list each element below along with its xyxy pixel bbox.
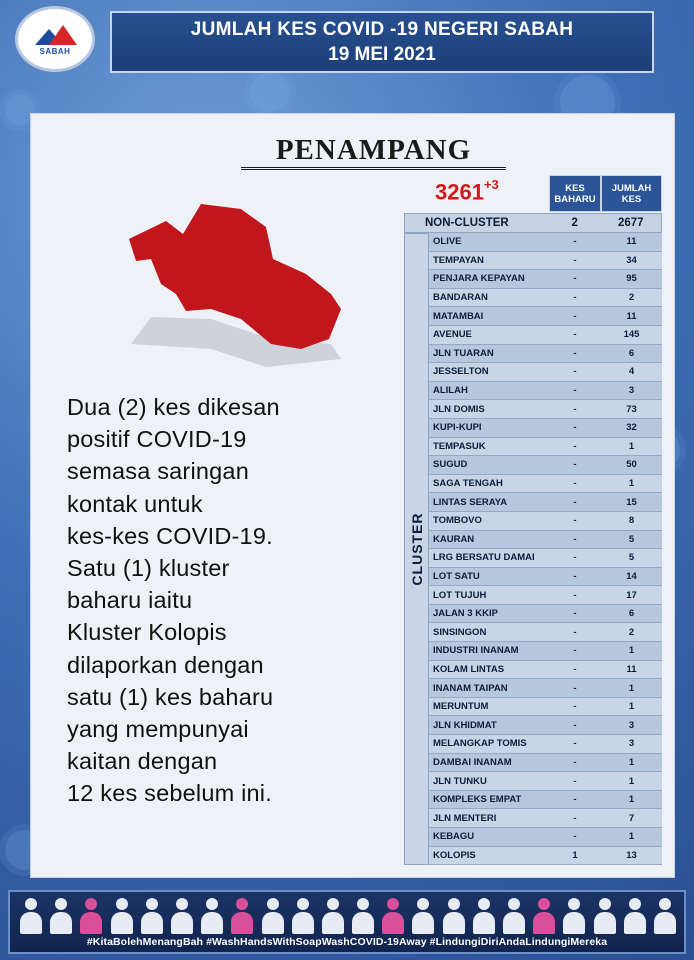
row-name: LOT TUJUH <box>433 589 487 601</box>
row-kes-baharu: - <box>573 385 577 397</box>
row-jumlah-kes: 73 <box>626 403 637 415</box>
row-jumlah-kes: 3 <box>628 738 635 750</box>
row-name: JALAN 3 KKIP <box>433 608 498 620</box>
row-name: MERUNTUM <box>433 701 489 713</box>
row-jumlah-kes: 1 <box>628 645 635 657</box>
row-jumlah-kes: 2 <box>628 292 635 304</box>
row-jumlah-kes: 34 <box>626 254 637 266</box>
non-cluster-row <box>404 213 662 233</box>
total-increase: +3 <box>483 177 499 192</box>
cluster-rows <box>429 233 662 865</box>
person-icon <box>471 896 497 936</box>
row-name: KUPI-KUPI <box>433 422 482 434</box>
cluster-row <box>429 475 662 494</box>
person-icon <box>561 896 587 936</box>
row-name: INDUSTRI INANAM <box>433 645 519 657</box>
row-kes-baharu: - <box>573 719 577 731</box>
description-line: positif COVID-19 <box>67 426 247 453</box>
row-kes-baharu: - <box>573 645 577 657</box>
page-title: JUMLAH KES COVID -19 NEGERI SABAH <box>190 19 574 40</box>
person-icon <box>48 896 74 936</box>
person-icon <box>441 896 467 936</box>
cluster-row <box>429 549 662 568</box>
person-icon <box>531 896 557 936</box>
row-kes-baharu: - <box>573 701 577 713</box>
description-line: kontak untuk <box>67 490 203 517</box>
row-jumlah-kes: 95 <box>626 273 637 285</box>
cluster-row <box>429 679 662 698</box>
row-kes-baharu: - <box>573 478 577 490</box>
row-name: OLIVE <box>433 236 462 248</box>
row-name: LINTAS SERAYA <box>433 496 508 508</box>
row-kes-baharu: - <box>573 682 577 694</box>
cluster-row <box>429 735 662 754</box>
person-icon <box>622 896 648 936</box>
row-name: TOMBOVO <box>433 515 482 527</box>
row-jumlah-kes: 11 <box>626 236 637 248</box>
virus-decoration <box>250 72 290 112</box>
person-icon <box>18 896 44 936</box>
frontliner-figures <box>18 896 678 936</box>
description-line: Dua (2) kes dikesan <box>67 394 280 420</box>
row-jumlah-kes: 1 <box>628 756 635 768</box>
row-jumlah-kes: 1 <box>628 831 635 843</box>
row-kes-baharu: - <box>573 533 577 545</box>
cluster-row <box>429 233 662 252</box>
cluster-row <box>429 586 662 605</box>
row-jumlah-kes: 3 <box>628 385 635 397</box>
row-name: JLN KHIDMAT <box>433 719 497 731</box>
row-name: PENJARA KEPAYAN <box>433 273 525 285</box>
row-jumlah-kes: 15 <box>626 496 637 508</box>
cluster-row <box>429 326 662 345</box>
cluster-row <box>429 270 662 289</box>
cluster-row <box>429 307 662 326</box>
person-icon <box>78 896 104 936</box>
row-jumlah-kes: 3 <box>628 719 635 731</box>
person-icon <box>380 896 406 936</box>
cluster-row <box>429 400 662 419</box>
row-kes-baharu: - <box>573 403 577 415</box>
sabah-health-logo <box>15 6 95 72</box>
row-name: JLN MENTERI <box>433 812 497 824</box>
cluster-row <box>429 438 662 457</box>
cluster-row <box>429 698 662 717</box>
row-kes-baharu: - <box>573 570 577 582</box>
row-jumlah-kes: 32 <box>626 422 637 434</box>
person-icon <box>109 896 135 936</box>
row-name: KAURAN <box>433 533 475 545</box>
description-line: dilaporkan dengan <box>67 651 264 678</box>
description-line: 12 kes sebelum ini. <box>67 780 272 807</box>
row-name: MELANGKAP TOMIS <box>433 738 527 750</box>
row-jumlah-kes: 7 <box>628 812 635 824</box>
row-name: JESSELTON <box>433 366 489 378</box>
row-jumlah-kes: 14 <box>626 570 637 582</box>
row-name: SUGUD <box>433 459 468 471</box>
row-jumlah-kes: 1 <box>628 440 635 452</box>
row-kes-baharu: 2 <box>571 217 578 229</box>
description-line: yang mempunyai <box>67 716 249 743</box>
cluster-row <box>429 363 662 382</box>
row-jumlah-kes: 1 <box>628 478 635 490</box>
footer-hashtags: #KitaBolehMenangBah #WashHandsWithSoapWashCOVID-19Away #LindungiDiriAndaLindungiMereka <box>86 936 608 948</box>
cluster-row <box>429 419 662 438</box>
row-kes-baharu: - <box>573 831 577 843</box>
person-icon <box>229 896 255 936</box>
case-description <box>67 391 397 810</box>
row-jumlah-kes: 1 <box>628 701 635 713</box>
row-name: BANDARAN <box>433 292 488 304</box>
logo-text: SABAH <box>39 46 71 56</box>
cluster-row <box>429 345 662 364</box>
row-jumlah-kes: 13 <box>626 849 637 861</box>
column-header-jumlah-kes: JUMLAH KES <box>601 175 662 212</box>
person-icon <box>169 896 195 936</box>
cluster-row <box>429 493 662 512</box>
row-jumlah-kes: 17 <box>626 589 637 601</box>
person-icon <box>652 896 678 936</box>
cluster-row <box>429 382 662 401</box>
row-name: SAGA TENGAH <box>433 478 503 490</box>
total-value: 3261 <box>435 179 484 205</box>
row-jumlah-kes: 1 <box>628 775 635 787</box>
description-line: kaitan dengan <box>67 748 218 775</box>
person-icon <box>290 896 316 936</box>
row-name: SINSINGON <box>433 626 487 638</box>
person-icon <box>410 896 436 936</box>
cluster-row <box>429 791 662 810</box>
cluster-row <box>429 252 662 271</box>
cluster-side-label <box>404 233 429 865</box>
row-kes-baharu: - <box>573 292 577 304</box>
row-kes-baharu: - <box>573 756 577 768</box>
row-jumlah-kes: 1 <box>628 794 635 806</box>
row-kes-baharu: - <box>573 347 577 359</box>
row-kes-baharu: 1 <box>572 849 578 861</box>
row-jumlah-kes: 5 <box>628 533 635 545</box>
content-panel <box>30 113 675 878</box>
row-kes-baharu: - <box>573 552 577 564</box>
cluster-row <box>429 642 662 661</box>
row-kes-baharu: - <box>573 366 577 378</box>
row-jumlah-kes: 145 <box>623 329 640 341</box>
row-jumlah-kes: 2677 <box>617 217 644 229</box>
row-kes-baharu: - <box>573 812 577 824</box>
row-kes-baharu: - <box>573 459 577 471</box>
row-jumlah-kes: 11 <box>626 310 637 322</box>
person-icon <box>501 896 527 936</box>
row-kes-baharu: - <box>573 273 577 285</box>
description-line: semasa saringan <box>67 458 249 485</box>
row-name: INANAM TAIPAN <box>433 682 508 694</box>
row-name: DAMBAI INANAM <box>433 756 512 768</box>
row-jumlah-kes: 2 <box>628 626 635 638</box>
row-kes-baharu: - <box>573 329 577 341</box>
mountain-icon <box>33 23 77 47</box>
cluster-group <box>404 233 662 865</box>
person-icon <box>199 896 225 936</box>
description-line: baharu iaitu <box>67 587 193 614</box>
row-jumlah-kes: 4 <box>628 366 635 378</box>
row-name: JLN TUNKU <box>433 775 487 787</box>
row-name: KEBAGU <box>433 831 475 843</box>
cluster-row <box>429 289 662 308</box>
row-kes-baharu: - <box>573 775 577 787</box>
cluster-table <box>404 213 662 865</box>
person-icon <box>350 896 376 936</box>
page-date: 19 MEI 2021 <box>328 44 436 65</box>
cluster-row <box>429 568 662 587</box>
row-name: LRG BERSATU DAMAI <box>433 552 535 564</box>
row-name: JLN TUARAN <box>433 347 494 359</box>
row-name: MATAMBAI <box>433 310 484 322</box>
row-jumlah-kes: 8 <box>628 515 635 527</box>
cluster-row <box>429 623 662 642</box>
cluster-row <box>429 531 662 550</box>
page-header <box>110 11 654 73</box>
column-header-kes-baharu: KES BAHARU <box>549 175 601 212</box>
row-jumlah-kes: 6 <box>628 608 635 620</box>
description-line: satu (1) kes baharu <box>67 683 274 710</box>
row-jumlah-kes: 6 <box>628 347 635 359</box>
row-jumlah-kes: 1 <box>628 682 635 694</box>
cluster-row <box>429 716 662 735</box>
cluster-row <box>429 772 662 791</box>
row-name: KOLOPIS <box>433 849 476 861</box>
person-icon <box>139 896 165 936</box>
row-name: JLN DOMIS <box>433 403 485 415</box>
cluster-row <box>429 605 662 624</box>
description-line: Satu (1) kluster <box>67 555 230 582</box>
row-kes-baharu: - <box>573 794 577 806</box>
cluster-row <box>429 828 662 847</box>
description-line: kes-kes COVID-19. <box>67 522 273 549</box>
row-jumlah-kes: 11 <box>626 663 637 675</box>
row-name: KOMPLEKS EMPAT <box>433 794 522 806</box>
penampang-map-icon <box>91 199 351 379</box>
description-line: Kluster Kolopis <box>67 619 227 646</box>
row-name: KOLAM LINTAS <box>433 663 505 675</box>
district-title: PENAMPANG <box>241 134 506 170</box>
cluster-row <box>429 754 662 773</box>
footer-banner <box>8 890 686 954</box>
row-kes-baharu: - <box>573 254 577 266</box>
row-kes-baharu: - <box>573 440 577 452</box>
row-name: TEMPASUK <box>433 440 486 452</box>
row-kes-baharu: - <box>573 310 577 322</box>
cluster-row <box>429 456 662 475</box>
person-icon <box>320 896 346 936</box>
total-cases <box>435 179 499 205</box>
row-name: NON-CLUSTER <box>425 217 509 229</box>
cluster-row <box>429 512 662 531</box>
row-kes-baharu: - <box>573 626 577 638</box>
cluster-row <box>429 809 662 828</box>
row-jumlah-kes: 50 <box>626 459 637 471</box>
row-kes-baharu: - <box>573 236 577 248</box>
row-kes-baharu: - <box>573 496 577 508</box>
row-kes-baharu: - <box>573 422 577 434</box>
row-name: ALILAH <box>433 385 468 397</box>
cluster-label-text: CLUSTER <box>408 512 425 586</box>
row-jumlah-kes: 5 <box>628 552 635 564</box>
cluster-row <box>429 847 662 866</box>
row-kes-baharu: - <box>573 515 577 527</box>
row-kes-baharu: - <box>573 738 577 750</box>
row-kes-baharu: - <box>573 589 577 601</box>
person-icon <box>260 896 286 936</box>
row-name: TEMPAYAN <box>433 254 484 266</box>
person-icon <box>592 896 618 936</box>
row-kes-baharu: - <box>573 608 577 620</box>
row-kes-baharu: - <box>573 663 577 675</box>
row-name: LOT SATU <box>433 570 480 582</box>
row-name: AVENUE <box>433 329 472 341</box>
cluster-row <box>429 661 662 680</box>
